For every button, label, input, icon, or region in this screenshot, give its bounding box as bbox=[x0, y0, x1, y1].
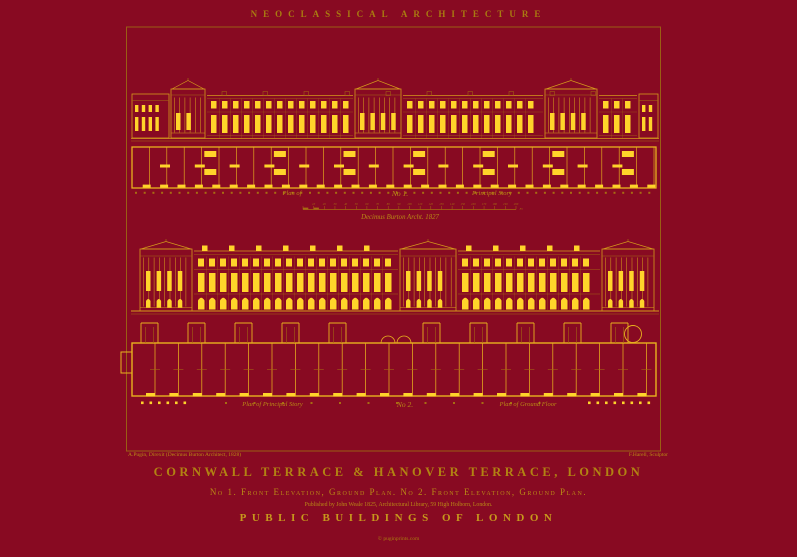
plate1-number: No 1. bbox=[391, 189, 409, 198]
publisher-line: Published by John Weale 1825, Architectural Library, 59 High Holborn, London. bbox=[304, 502, 493, 508]
svg-text:40: 40 bbox=[344, 202, 348, 206]
poster-header: NEOCLASSICAL ARCHITECTURE bbox=[250, 9, 547, 19]
svg-text:160: 160 bbox=[471, 202, 476, 206]
svg-text:Ft: Ft bbox=[519, 207, 523, 211]
engraver-credit-left: A.Pugin, Direxit (Decimus Burton Architect, 1828) bbox=[128, 452, 242, 458]
svg-text:30: 30 bbox=[333, 202, 337, 206]
svg-text:10: 10 bbox=[312, 202, 316, 206]
svg-text:140: 140 bbox=[449, 202, 455, 206]
plate2-number: No 2. bbox=[396, 400, 414, 409]
svg-text:190: 190 bbox=[503, 202, 508, 206]
plate-border bbox=[127, 27, 661, 451]
svg-text:110: 110 bbox=[418, 202, 423, 206]
svg-text:130: 130 bbox=[439, 202, 444, 206]
svg-text:60: 60 bbox=[365, 202, 369, 206]
plate2-ground-plan bbox=[121, 323, 656, 404]
plate2-caption-ground-plan: Plan of Ground Floor bbox=[499, 401, 557, 408]
plate1-architect-credit: Decimus Burton Archt. 1827 bbox=[361, 214, 439, 221]
plate2-caption-principal-story: Plan of Principal Story bbox=[242, 401, 303, 408]
svg-text:20: 20 bbox=[322, 202, 326, 206]
plate1-caption-principal-story: Principal Story bbox=[472, 190, 512, 197]
copyright-note: © puginprints.com bbox=[377, 536, 420, 542]
svg-text:50: 50 bbox=[354, 202, 358, 206]
plate1-caption-plan-of: Plan of bbox=[282, 190, 302, 197]
svg-text:70: 70 bbox=[376, 202, 380, 206]
plate1-scale-bar bbox=[303, 202, 524, 211]
svg-text:120: 120 bbox=[428, 202, 434, 206]
svg-text:100: 100 bbox=[407, 202, 412, 206]
svg-text:180: 180 bbox=[492, 202, 497, 206]
plate1-elevation bbox=[131, 78, 659, 141]
series-title: PUBLIC BUILDINGS OF LONDON bbox=[239, 512, 558, 524]
plate1-ground-plan bbox=[132, 147, 656, 194]
svg-text:80: 80 bbox=[386, 202, 390, 206]
svg-text:90: 90 bbox=[397, 202, 401, 206]
plate2-elevation bbox=[131, 239, 659, 314]
svg-text:200: 200 bbox=[513, 202, 519, 206]
svg-text:150: 150 bbox=[460, 202, 465, 206]
engraver-credit-right: F.Harell, Sculptor bbox=[628, 452, 668, 458]
poster-title: CORNWALL TERRACE & HANOVER TERRACE, LONDON bbox=[153, 465, 644, 479]
poster-subtitle: No 1. Front Elevation, Ground Plan. No 2. Front Elevation, Ground Plan. bbox=[209, 487, 588, 497]
svg-text:170: 170 bbox=[481, 202, 487, 206]
